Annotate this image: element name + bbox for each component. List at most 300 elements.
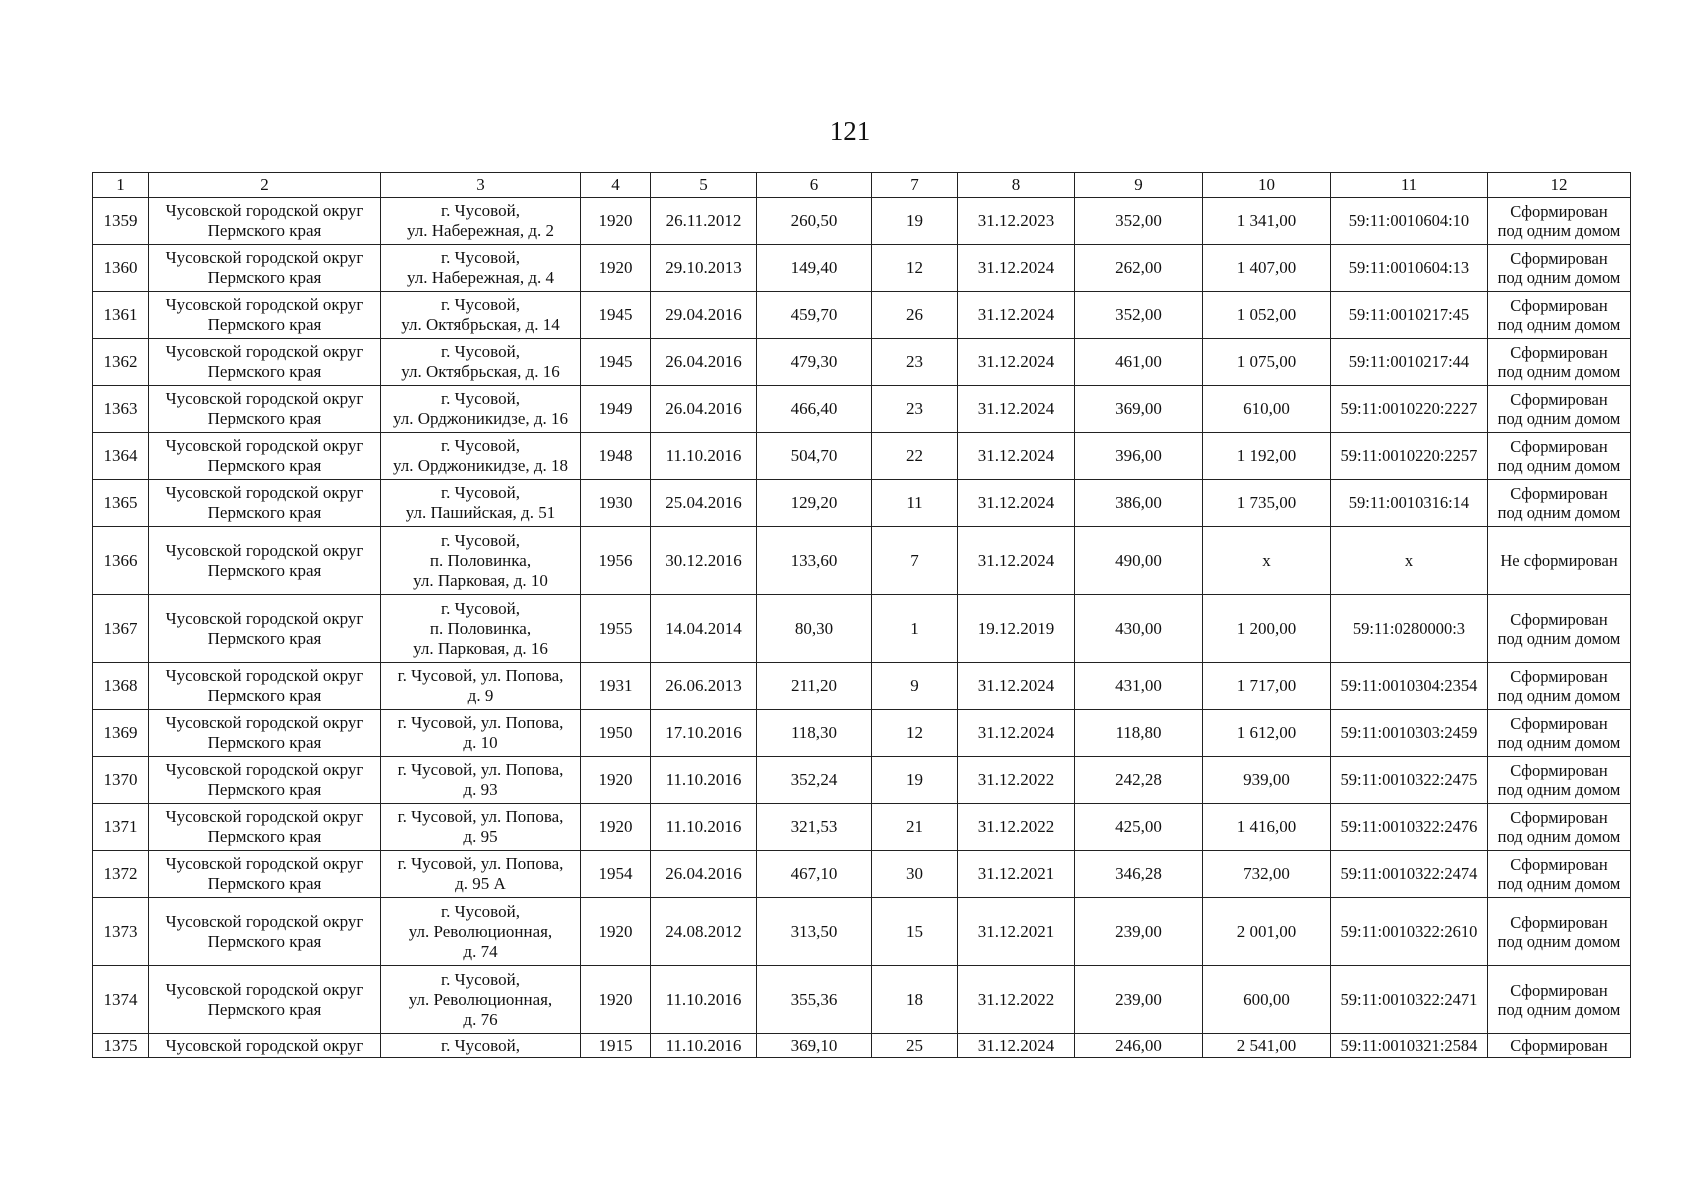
table-row	[93, 527, 1631, 595]
municipality-cell-line: Пермского края	[207, 628, 322, 648]
status-cell	[1488, 198, 1631, 245]
address-cell	[381, 851, 581, 898]
row-number-cell: 1366	[93, 527, 149, 595]
municipality-cell-line: Пермского края	[207, 315, 322, 334]
address-cell	[381, 757, 581, 804]
build-year-cell: 1915	[581, 1034, 651, 1058]
value-col10-cell: 1 407,00	[1203, 245, 1331, 292]
status-cell-line: под одним домом	[1497, 780, 1621, 799]
value-col10-cell: 2 541,00	[1203, 1034, 1331, 1058]
table-row	[93, 433, 1631, 480]
address-cell	[381, 595, 581, 663]
address-cell-line: г. Чусовой, ул. Попова,	[397, 854, 564, 873]
municipality-cell-line: Чусовской городской округ	[165, 608, 364, 628]
status-cell-line: под одним домом	[1497, 268, 1621, 287]
status-cell-line: Сформирован	[1510, 437, 1608, 456]
status-cell	[1488, 433, 1631, 480]
address-cell	[381, 710, 581, 757]
address-cell-line: г. Чусовой,	[441, 530, 520, 550]
date-cell: 25.04.2016	[651, 480, 757, 527]
build-year-cell: 1920	[581, 198, 651, 245]
municipality-cell	[149, 339, 381, 386]
status-cell-line: под одним домом	[1497, 931, 1621, 951]
date-cell: 26.06.2013	[651, 663, 757, 710]
address-cell	[381, 386, 581, 433]
municipality-cell-line: Чусовской городской округ	[165, 436, 364, 455]
residents-count-cell: 1	[872, 595, 958, 663]
deadline-cell: 31.12.2022	[958, 804, 1075, 851]
cadastral-number-cell: 59:11:0010322:2610	[1331, 898, 1488, 966]
build-year-cell: 1920	[581, 966, 651, 1034]
municipality-cell-line: Пермского края	[207, 409, 322, 428]
value-col10-cell: 1 200,00	[1203, 595, 1331, 663]
row-number-cell: 1372	[93, 851, 149, 898]
table-row	[93, 757, 1631, 804]
municipality-cell	[149, 663, 381, 710]
value-col9-cell: 352,00	[1075, 292, 1203, 339]
value-col9-cell: 352,00	[1075, 198, 1203, 245]
row-number-cell: 1361	[93, 292, 149, 339]
column-header-12: 12	[1488, 173, 1631, 198]
area-cell: 211,20	[757, 663, 872, 710]
header-row	[93, 173, 1631, 198]
area-cell: 260,50	[757, 198, 872, 245]
status-cell-line: Сформирован	[1510, 980, 1608, 1000]
status-cell	[1488, 245, 1631, 292]
deadline-cell: 31.12.2021	[958, 898, 1075, 966]
address-cell-line: п. Половинка,	[429, 618, 532, 638]
municipality-cell	[149, 804, 381, 851]
table-row	[93, 339, 1631, 386]
date-cell: 11.10.2016	[651, 433, 757, 480]
build-year-cell: 1955	[581, 595, 651, 663]
table-header	[93, 173, 1631, 198]
table-row	[93, 710, 1631, 757]
status-cell-line: под одним домом	[1497, 362, 1621, 381]
status-cell-line: Сформирован	[1510, 855, 1608, 874]
value-col10-cell: 600,00	[1203, 966, 1331, 1034]
address-cell-line: ул. Революционная,	[408, 989, 553, 1009]
deadline-cell: 19.12.2019	[958, 595, 1075, 663]
date-cell: 26.11.2012	[651, 198, 757, 245]
column-header-1: 1	[93, 173, 149, 198]
municipality-cell-line: Чусовской городской округ	[165, 1035, 364, 1055]
area-cell: 459,70	[757, 292, 872, 339]
cadastral-number-cell: 59:11:0010322:2476	[1331, 804, 1488, 851]
cadastral-number-cell: 59:11:0010604:13	[1331, 245, 1488, 292]
value-col10-cell: х	[1203, 527, 1331, 595]
municipality-cell-line: Чусовской городской округ	[165, 342, 364, 361]
value-col10-cell: 732,00	[1203, 851, 1331, 898]
municipality-cell	[149, 757, 381, 804]
address-cell-line: г. Чусовой, ул. Попова,	[397, 713, 564, 732]
municipality-cell-line: Чусовской городской округ	[165, 713, 364, 732]
area-cell: 118,30	[757, 710, 872, 757]
value-col10-cell: 1 735,00	[1203, 480, 1331, 527]
address-cell	[381, 527, 581, 595]
row-number-cell: 1368	[93, 663, 149, 710]
build-year-cell: 1948	[581, 433, 651, 480]
area-cell: 80,30	[757, 595, 872, 663]
municipality-cell-line: Чусовской городской округ	[165, 201, 364, 220]
area-cell: 467,10	[757, 851, 872, 898]
value-col9-cell: 262,00	[1075, 245, 1203, 292]
address-cell-line: ул. Орджоникидзе, д. 18	[392, 456, 569, 475]
build-year-cell: 1920	[581, 245, 651, 292]
status-cell-line: Сформирован	[1510, 343, 1608, 362]
deadline-cell: 31.12.2021	[958, 851, 1075, 898]
address-cell-line: г. Чусовой,	[441, 483, 520, 502]
row-number-cell: 1367	[93, 595, 149, 663]
deadline-cell: 31.12.2024	[958, 480, 1075, 527]
value-col9-cell: 118,80	[1075, 710, 1203, 757]
value-col10-cell: 1 052,00	[1203, 292, 1331, 339]
municipality-cell	[149, 198, 381, 245]
residents-count-cell: 15	[872, 898, 958, 966]
cadastral-number-cell: 59:11:0010322:2474	[1331, 851, 1488, 898]
status-cell	[1488, 595, 1631, 663]
municipality-cell-line: Пермского края	[207, 827, 322, 846]
area-cell: 466,40	[757, 386, 872, 433]
cadastral-number-cell: 59:11:0010322:2471	[1331, 966, 1488, 1034]
status-cell-line: Сформирован	[1510, 296, 1608, 315]
area-cell: 321,53	[757, 804, 872, 851]
date-cell: 26.04.2016	[651, 386, 757, 433]
area-cell: 149,40	[757, 245, 872, 292]
status-cell-line: под одним домом	[1497, 315, 1621, 334]
status-cell	[1488, 663, 1631, 710]
address-cell-line: г. Чусовой, ул. Попова,	[397, 807, 564, 826]
date-cell: 29.04.2016	[651, 292, 757, 339]
address-cell-line: ул. Парковая, д. 16	[413, 638, 548, 658]
table-row	[93, 480, 1631, 527]
status-cell-line: Сформирован	[1510, 484, 1608, 503]
address-cell	[381, 663, 581, 710]
status-cell-line: Сформирован	[1510, 912, 1608, 932]
address-cell-line: г. Чусовой,	[441, 342, 520, 361]
build-year-cell: 1920	[581, 898, 651, 966]
status-cell-line: Сформирован	[1510, 1035, 1608, 1055]
address-cell	[381, 198, 581, 245]
page-number: 121	[829, 116, 871, 146]
status-cell	[1488, 966, 1631, 1034]
residents-count-cell: 23	[872, 339, 958, 386]
cadastral-number-cell: 59:11:0010321:2584	[1331, 1034, 1488, 1058]
address-cell-line: ул. Октябрьская, д. 16	[401, 362, 560, 381]
value-col9-cell: 430,00	[1075, 595, 1203, 663]
status-cell-line: под одним домом	[1497, 503, 1621, 522]
build-year-cell: 1920	[581, 804, 651, 851]
address-cell-line: д. 10	[463, 733, 498, 752]
address-cell-line: д. 9	[467, 686, 494, 705]
build-year-cell: 1954	[581, 851, 651, 898]
address-cell-line: ул. Октябрьская, д. 14	[401, 315, 560, 334]
status-cell-line: под одним домом	[1497, 628, 1621, 648]
date-cell: 26.04.2016	[651, 851, 757, 898]
address-cell-line: г. Чусовой,	[441, 295, 520, 314]
residents-count-cell: 7	[872, 527, 958, 595]
address-cell-line: д. 95 А	[455, 874, 506, 893]
table-row	[93, 245, 1631, 292]
column-header-6: 6	[757, 173, 872, 198]
residents-count-cell: 30	[872, 851, 958, 898]
deadline-cell: 31.12.2022	[958, 757, 1075, 804]
status-cell-line: под одним домом	[1497, 221, 1621, 240]
table-row	[93, 292, 1631, 339]
row-number-cell: 1359	[93, 198, 149, 245]
status-cell-line: Сформирован	[1510, 714, 1608, 733]
row-number-cell: 1371	[93, 804, 149, 851]
municipality-cell-line: Пермского края	[207, 560, 322, 580]
value-col9-cell: 461,00	[1075, 339, 1203, 386]
value-col10-cell: 2 001,00	[1203, 898, 1331, 966]
address-cell-line: ул. Революционная,	[408, 921, 553, 941]
area-cell: 479,30	[757, 339, 872, 386]
municipality-cell-line: Пермского края	[207, 503, 322, 522]
address-cell-line: д. 74	[463, 941, 498, 961]
residents-count-cell: 26	[872, 292, 958, 339]
status-cell	[1488, 898, 1631, 966]
row-number-cell: 1365	[93, 480, 149, 527]
address-cell	[381, 966, 581, 1034]
area-cell: 352,24	[757, 757, 872, 804]
status-cell	[1488, 710, 1631, 757]
address-cell-line: г. Чусовой,	[441, 1035, 520, 1055]
deadline-cell: 31.12.2024	[958, 245, 1075, 292]
municipality-cell-line: Пермского края	[207, 686, 322, 705]
date-cell: 14.04.2014	[651, 595, 757, 663]
status-cell-line: под одним домом	[1497, 686, 1621, 705]
municipality-cell-line: Чусовской городской округ	[165, 854, 364, 873]
column-header-11: 11	[1331, 173, 1488, 198]
housing-registry-table	[92, 172, 1631, 1058]
build-year-cell: 1931	[581, 663, 651, 710]
status-cell	[1488, 1034, 1631, 1058]
residents-count-cell: 23	[872, 386, 958, 433]
row-number-cell: 1363	[93, 386, 149, 433]
residents-count-cell: 18	[872, 966, 958, 1034]
area-cell: 355,36	[757, 966, 872, 1034]
row-number-cell: 1362	[93, 339, 149, 386]
date-cell: 11.10.2016	[651, 757, 757, 804]
value-col9-cell: 425,00	[1075, 804, 1203, 851]
cadastral-number-cell: 59:11:0010217:44	[1331, 339, 1488, 386]
date-cell: 17.10.2016	[651, 710, 757, 757]
status-cell-line: под одним домом	[1497, 733, 1621, 752]
municipality-cell-line: Чусовской городской округ	[165, 540, 364, 560]
municipality-cell	[149, 480, 381, 527]
status-cell-line: Сформирован	[1510, 390, 1608, 409]
address-cell-line: ул. Парковая, д. 10	[413, 570, 548, 590]
cadastral-number-cell: 59:11:0280000:3	[1331, 595, 1488, 663]
column-header-8: 8	[958, 173, 1075, 198]
address-cell	[381, 339, 581, 386]
table-row	[93, 198, 1631, 245]
status-cell-line: Сформирован	[1510, 202, 1608, 221]
row-number-cell: 1364	[93, 433, 149, 480]
address-cell-line: г. Чусовой,	[441, 901, 520, 921]
table-body	[93, 198, 1631, 1058]
value-col10-cell: 1 416,00	[1203, 804, 1331, 851]
value-col9-cell: 239,00	[1075, 966, 1203, 1034]
address-cell	[381, 898, 581, 966]
row-number-cell: 1370	[93, 757, 149, 804]
address-cell-line: г. Чусовой,	[441, 969, 520, 989]
municipality-cell	[149, 898, 381, 966]
deadline-cell: 31.12.2024	[958, 1034, 1075, 1058]
address-cell-line: п. Половинка,	[429, 550, 532, 570]
status-cell	[1488, 386, 1631, 433]
table-row	[93, 386, 1631, 433]
address-cell-line: ул. Орджоникидзе, д. 16	[392, 409, 569, 428]
build-year-cell: 1945	[581, 292, 651, 339]
address-cell-line: г. Чусовой,	[441, 201, 520, 220]
value-col10-cell: 1 192,00	[1203, 433, 1331, 480]
build-year-cell: 1945	[581, 339, 651, 386]
municipality-cell	[149, 966, 381, 1034]
table-row	[93, 804, 1631, 851]
row-number-cell: 1369	[93, 710, 149, 757]
address-cell-line: ул. Набережная, д. 2	[407, 221, 554, 240]
deadline-cell: 31.12.2023	[958, 198, 1075, 245]
column-header-4: 4	[581, 173, 651, 198]
status-cell-line: Сформирован	[1510, 667, 1608, 686]
address-cell-line: г. Чусовой,	[441, 248, 520, 267]
status-cell	[1488, 757, 1631, 804]
value-col10-cell: 1 612,00	[1203, 710, 1331, 757]
date-cell: 24.08.2012	[651, 898, 757, 966]
municipality-cell-line: Пермского края	[207, 268, 322, 287]
cadastral-number-cell: 59:11:0010303:2459	[1331, 710, 1488, 757]
municipality-cell	[149, 245, 381, 292]
value-col10-cell: 610,00	[1203, 386, 1331, 433]
municipality-cell-line: Пермского края	[207, 733, 322, 752]
municipality-cell	[149, 710, 381, 757]
status-cell	[1488, 292, 1631, 339]
row-number-cell: 1373	[93, 898, 149, 966]
residents-count-cell: 9	[872, 663, 958, 710]
residents-count-cell: 19	[872, 757, 958, 804]
municipality-cell-line: Пермского края	[207, 931, 322, 951]
table-row	[93, 851, 1631, 898]
build-year-cell: 1930	[581, 480, 651, 527]
value-col9-cell: 369,00	[1075, 386, 1203, 433]
date-cell: 11.10.2016	[651, 966, 757, 1034]
deadline-cell: 31.12.2022	[958, 966, 1075, 1034]
build-year-cell: 1920	[581, 757, 651, 804]
status-cell	[1488, 480, 1631, 527]
status-cell-line: Сформирован	[1510, 609, 1608, 629]
table-row	[93, 1034, 1631, 1058]
date-cell: 11.10.2016	[651, 1034, 757, 1058]
build-year-cell: 1949	[581, 386, 651, 433]
municipality-cell-line: Пермского края	[207, 999, 322, 1019]
address-cell	[381, 804, 581, 851]
address-cell	[381, 245, 581, 292]
municipality-cell	[149, 851, 381, 898]
status-cell-line: под одним домом	[1497, 874, 1621, 893]
column-header-9: 9	[1075, 173, 1203, 198]
municipality-cell	[149, 527, 381, 595]
municipality-cell	[149, 433, 381, 480]
status-cell	[1488, 339, 1631, 386]
municipality-cell-line: Чусовской городской округ	[165, 483, 364, 502]
area-cell: 369,10	[757, 1034, 872, 1058]
municipality-cell-line: Чусовской городской округ	[165, 979, 364, 999]
municipality-cell-line: Чусовской городской округ	[165, 295, 364, 314]
deadline-cell: 31.12.2024	[958, 339, 1075, 386]
row-number-cell: 1360	[93, 245, 149, 292]
municipality-cell-line: Чусовской городской округ	[165, 389, 364, 408]
deadline-cell: 31.12.2024	[958, 386, 1075, 433]
deadline-cell: 31.12.2024	[958, 710, 1075, 757]
address-cell-line: г. Чусовой, ул. Попова,	[397, 666, 564, 685]
value-col9-cell: 346,28	[1075, 851, 1203, 898]
municipality-cell	[149, 292, 381, 339]
municipality-cell	[149, 595, 381, 663]
status-cell-line: под одним домом	[1497, 827, 1621, 846]
value-col10-cell: 1 341,00	[1203, 198, 1331, 245]
status-cell-line: под одним домом	[1497, 999, 1621, 1019]
cadastral-number-cell: 59:11:0010316:14	[1331, 480, 1488, 527]
deadline-cell: 31.12.2024	[958, 433, 1075, 480]
address-cell-line: г. Чусовой,	[441, 598, 520, 618]
residents-count-cell: 19	[872, 198, 958, 245]
date-cell: 11.10.2016	[651, 804, 757, 851]
address-cell-line: ул. Пашийская, д. 51	[405, 503, 556, 522]
residents-count-cell: 12	[872, 245, 958, 292]
cadastral-number-cell: 59:11:0010322:2475	[1331, 757, 1488, 804]
address-cell-line: д. 76	[463, 1009, 498, 1029]
build-year-cell: 1950	[581, 710, 651, 757]
column-header-7: 7	[872, 173, 958, 198]
cadastral-number-cell: 59:11:0010604:10	[1331, 198, 1488, 245]
value-col9-cell: 246,00	[1075, 1034, 1203, 1058]
cadastral-number-cell: х	[1331, 527, 1488, 595]
residents-count-cell: 25	[872, 1034, 958, 1058]
area-cell: 504,70	[757, 433, 872, 480]
date-cell: 26.04.2016	[651, 339, 757, 386]
row-number-cell: 1375	[93, 1034, 149, 1058]
status-cell-line: под одним домом	[1497, 409, 1621, 428]
residents-count-cell: 22	[872, 433, 958, 480]
municipality-cell	[149, 1034, 381, 1058]
municipality-cell-line: Пермского края	[207, 221, 322, 240]
status-cell-line: Не сформирован	[1500, 551, 1618, 570]
cadastral-number-cell: 59:11:0010220:2257	[1331, 433, 1488, 480]
status-cell-line: Сформирован	[1510, 249, 1608, 268]
column-header-2: 2	[149, 173, 381, 198]
table-row	[93, 595, 1631, 663]
column-header-10: 10	[1203, 173, 1331, 198]
table-row	[93, 663, 1631, 710]
address-cell	[381, 1034, 581, 1058]
status-cell	[1488, 851, 1631, 898]
residents-count-cell: 11	[872, 480, 958, 527]
cadastral-number-cell: 59:11:0010304:2354	[1331, 663, 1488, 710]
column-header-5: 5	[651, 173, 757, 198]
value-col10-cell: 1 075,00	[1203, 339, 1331, 386]
address-cell-line: д. 93	[463, 780, 498, 799]
cadastral-number-cell: 59:11:0010220:2227	[1331, 386, 1488, 433]
residents-count-cell: 12	[872, 710, 958, 757]
address-cell-line: г. Чусовой, ул. Попова,	[397, 760, 564, 779]
address-cell-line: д. 95	[463, 827, 498, 846]
municipality-cell	[149, 386, 381, 433]
table-row	[93, 898, 1631, 966]
value-col9-cell: 490,00	[1075, 527, 1203, 595]
municipality-cell-line: Чусовской городской округ	[165, 760, 364, 779]
